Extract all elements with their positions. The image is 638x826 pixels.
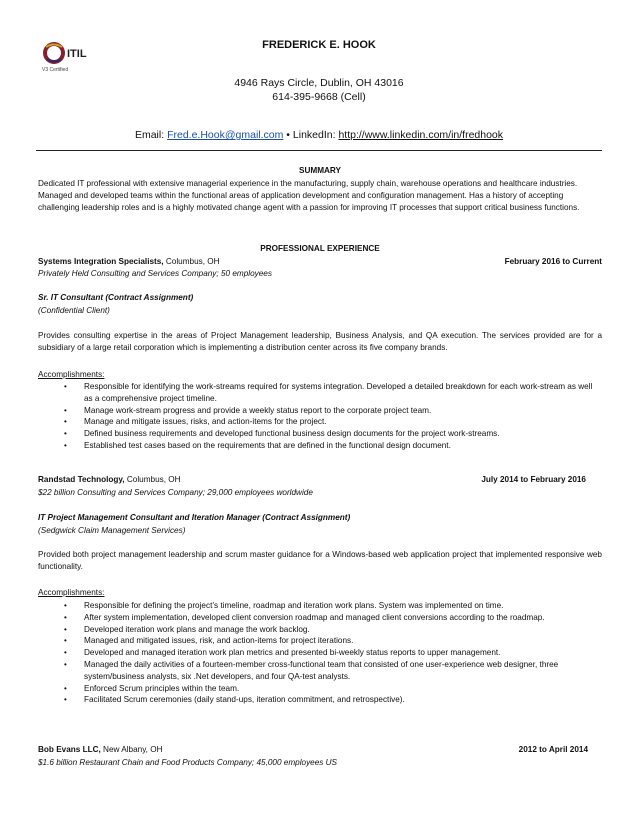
list-item: • Manage and mitigate issues, risks, and action-items for the project.: [64, 417, 327, 427]
bullet-icon: •: [64, 405, 67, 415]
list-item: • Enforced Scrum principles within the team.: [64, 683, 240, 693]
bullet-icon: •: [64, 636, 67, 646]
bullet-icon: •: [64, 683, 67, 693]
list-item: • Developed iteration work plans and manage the work backlog.: [64, 624, 310, 634]
list-item: • Developed and managed iteration work plan metrics and presented bi-weekly status reports to upper management.: [64, 648, 501, 658]
job-company-desc: Privately Held Consulting and Services Company; 50 employees: [38, 269, 272, 278]
list-item: • Managed and mitigated issues, risk, and action-items for project iterations.: [64, 636, 354, 646]
job-company-desc: $1.6 billion Restaurant Chain and Food Products Company; 45,000 employees US: [38, 758, 338, 767]
email-label: Email:: [134, 129, 165, 141]
job-company-line: [38, 474, 181, 486]
bullet-icon: •: [64, 429, 67, 439]
accomplishments-list: [38, 381, 602, 452]
job-dates: July 2014 to February 2016: [481, 475, 586, 484]
accomplishments-list: [38, 600, 602, 706]
accomplishments-label: Accomplishments:: [38, 588, 105, 597]
bullet-icon: •: [64, 612, 67, 622]
address: 4946 Rays Circle, Dublin, OH 43016: [234, 77, 404, 89]
email-link[interactable]: Fred.e.Hook@gmail.com: [167, 129, 284, 141]
candidate-name: FREDERICK E. HOOK: [262, 39, 376, 51]
svg-text:ITIL: ITIL: [67, 48, 87, 60]
phone: 614-395-9668 (Cell): [272, 91, 366, 103]
job-company: Bob Evans LLC,: [38, 745, 101, 754]
job-company: Systems Integration Specialists,: [38, 257, 164, 266]
bullet-icon: •: [64, 624, 67, 634]
bullet-icon: •: [64, 659, 67, 669]
job-location: New Albany, OH: [100, 745, 163, 754]
bullet-icon: •: [64, 648, 67, 658]
linkedin-label: LinkedIn:: [292, 129, 336, 141]
experience-heading: PROFESSIONAL EXPERIENCE: [260, 244, 380, 253]
bullet-icon: •: [64, 601, 67, 610]
list-item: • Manage work-stream progress and provide a weekly status report to the corporate project team.: [64, 405, 432, 415]
bullet-icon: •: [64, 382, 67, 391]
job-location: Columbus, OH: [163, 257, 220, 266]
linkedin-link[interactable]: http://www.linkedin.com/in/fredhook: [338, 129, 504, 141]
job-header: [38, 744, 602, 756]
list-item: • Facilitated Scrum ceremonies (daily stand-ups, iteration commitment, and retrospective).: [64, 695, 405, 705]
job-client: (Confidential Client): [38, 306, 110, 315]
job-description: Provides consulting expertise in the areas of Project Management leadership, Business Analysis, and QA execution. The services provided are for a subsidiary of a large retail corporation which is implementing a distribution center across its five company brands.: [38, 331, 602, 352]
bullet-icon: •: [64, 440, 67, 450]
bullet-icon: •: [64, 417, 67, 427]
separator-bullet: •: [286, 129, 290, 141]
job-title: Sr. IT Consultant (Contract Assignment): [38, 293, 194, 302]
list-item: • Responsible for defining the project’s timeline, roadmap and iteration work plans. System was implemented on time.: [64, 601, 504, 610]
list-item: • After system implementation, developed client conversion roadmap and managed client conversions according to the roadmap.: [64, 612, 545, 622]
job-header: [38, 474, 602, 486]
summary-text: Dedicated IT professional with extensive managerial experience in the manufacturing, supply chain, warehouse operations and healthcare industries. Managed and developed teams within the functional areas of application development and configuration management. Has a history of accepting challenging leadership roles and is a highly motivated change agent with a passion for improving IT processes that support critical business functions.: [38, 179, 580, 212]
accomplishments-label: Accomplishments:: [38, 370, 105, 379]
job-company-line: [38, 256, 220, 268]
job-dates: February 2016 to Current: [504, 257, 602, 266]
list-item: • Defined business requirements and developed functional business design documents for the project work-streams.: [64, 429, 500, 439]
list-item: • Responsible for identifying the work-streams required for systems integration. Developed a detailed breakdown for each work-stream as well as a comprehensive project timeline.: [64, 382, 593, 403]
job-company: Randstad Technology,: [38, 475, 125, 484]
bullet-icon: •: [64, 695, 67, 705]
job-company-line: [38, 744, 163, 756]
job-dates: 2012 to April 2014: [518, 745, 588, 754]
list-item: • Established test cases based on the requirements that are defined in the functional design document.: [64, 440, 451, 450]
job-description: Provided both project management leadership and scrum master guidance for a Windows-based web application project that implemented responsive web functionality.: [38, 550, 602, 571]
contact-line: [0, 129, 638, 141]
itil-logo-caption: V3 Certified: [42, 67, 69, 73]
job-header: [38, 256, 602, 268]
list-item: • Managed the daily activities of a fourteen-member cross-functional team that consisted of one user-experience web designer, three system/business analysts, six .Net developers, and four QA-test analysts.: [64, 659, 559, 681]
job-client: (Sedgwick Claim Management Services): [38, 526, 186, 535]
header-divider: [36, 150, 602, 151]
summary-heading: SUMMARY: [299, 166, 341, 175]
job-company-desc: $22 billion Consulting and Services Company; 29,000 employees worldwide: [38, 488, 313, 497]
job-location: Columbus, OH: [124, 475, 181, 484]
job-title: IT Project Management Consultant and Iteration Manager (Contract Assignment): [38, 513, 351, 522]
